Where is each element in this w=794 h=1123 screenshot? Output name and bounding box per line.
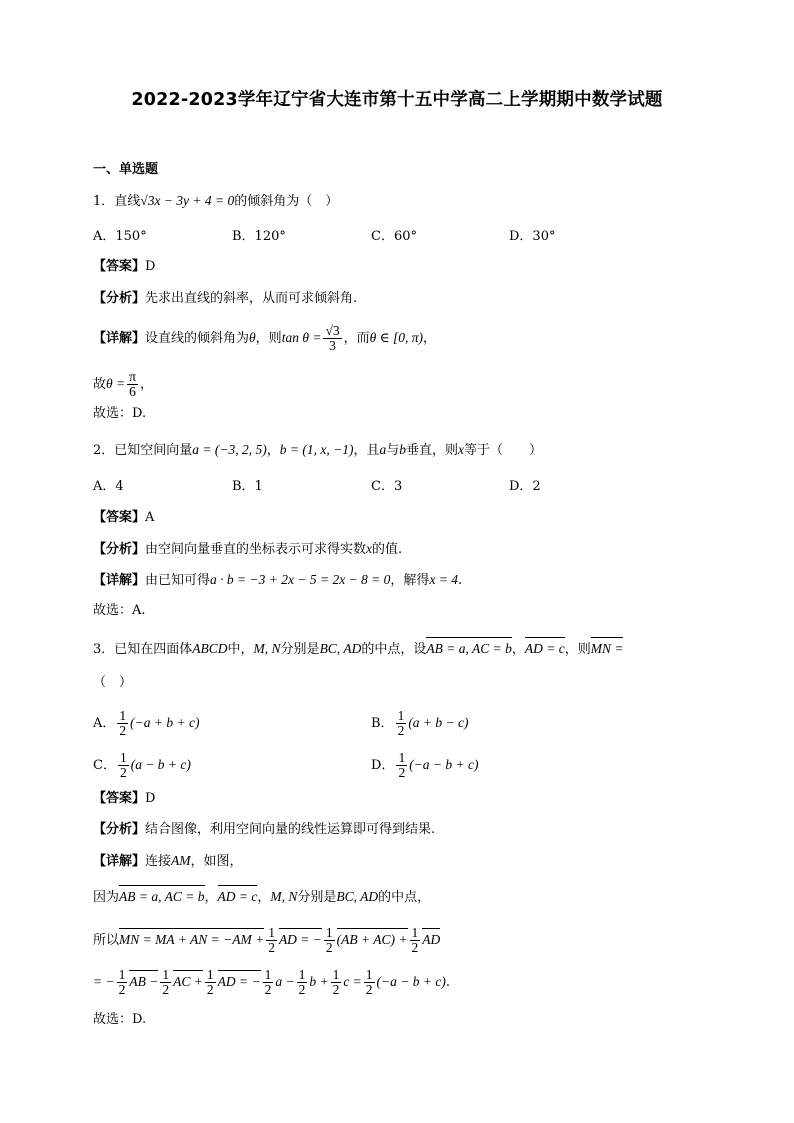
fraction: $\frac{1}{2}$ xyxy=(264,967,272,997)
section-heading: 一、单选题 xyxy=(93,162,159,177)
q3-answer: 【答案】D xyxy=(93,791,156,806)
q1-option-c: C．60° xyxy=(371,229,417,244)
fraction: $\frac{√3}{3}$ xyxy=(325,323,340,353)
q1-option-b: B．120° xyxy=(232,229,286,244)
q1-conclusion: 故θ = $\frac{\pi}{6}$ ， xyxy=(93,369,153,399)
q1-answer: 【答案】D xyxy=(93,259,156,274)
fraction: $\frac{1}{2}$ xyxy=(398,750,406,780)
q3-derivation-2: = − $\frac{1}{2}$ AB − $\frac{1}{2}$ AC + $\frac{1}{2}$ AD = − $\frac{1}{2}$ a − $\frac{1}{2}$ b + $\frac{1}{2}$ c = $\frac{1}{2}$ (−a − b + c). xyxy=(93,967,451,997)
fraction: $\frac{1}{2}$ xyxy=(397,708,405,738)
q1-choice: 故选：D. xyxy=(93,406,147,421)
question-2-stem: 2．已知空间向量a = (−3, 2, 5)，b = (1, x, −1)，且a与b垂直，则x等于（ ） xyxy=(93,442,543,458)
q2-option-b: B．1 xyxy=(232,479,263,494)
q3-option-b: B． $\frac{1}{2}$ (a + b − c) xyxy=(371,708,469,738)
q2-choice: 故选：A. xyxy=(93,603,146,618)
fraction: $\frac{1}{2}$ xyxy=(119,708,127,738)
q1-option-d: D．30° xyxy=(509,229,556,244)
fraction: $\frac{1}{2}$ xyxy=(206,967,214,997)
q2-analysis: 【分析】由空间向量垂直的坐标表示可求得实数x的值. xyxy=(93,541,403,557)
fraction: $\frac{1}{2}$ xyxy=(365,967,373,997)
q3-derivation-1: 所以MN = MA + AN = −AM + $\frac{1}{2}$ AD = − $\frac{1}{2}$ (AB + AC) + $\frac{1}{2}$ AD xyxy=(93,925,441,955)
q2-detail: 【详解】由已知可得a · b = −3 + 2x − 5 = 2x − 8 = 0，解得x = 4. xyxy=(93,572,463,588)
fraction: $\frac{1}{2}$ xyxy=(325,925,333,955)
question-3-stem: 3．已知在四面体ABCD中，M, N分别是BC, AD的中点，设AB = a, AC = b，AD = c，则MN = xyxy=(93,641,624,657)
q3-paren: （ ） xyxy=(93,675,133,690)
q3-option-d: D． $\frac{1}{2}$ (−a − b + c) xyxy=(371,750,479,780)
q3-choice: 故选：D. xyxy=(93,1012,147,1027)
q3-analysis: 【分析】结合图像，利用空间向量的线性运算即可得到结果. xyxy=(93,822,436,837)
fraction: $\frac{1}{2}$ xyxy=(162,967,170,997)
q1-detail: 【详解】设直线的倾斜角为θ，则tan θ = $\frac{√3}{3}$ ，而θ ∈ [0, π)， xyxy=(93,323,437,353)
fraction: $\frac{1}{2}$ xyxy=(118,967,126,997)
q2-option-a: A．4 xyxy=(93,479,124,494)
q3-option-c: C． $\frac{1}{2}$ (a − b + c) xyxy=(93,750,191,780)
q2-answer: 【答案】A xyxy=(93,510,155,525)
q1-option-a: A．150° xyxy=(93,229,147,244)
question-1-stem: 1．直线√3x − 3y + 4 = 0的倾斜角为（ ） xyxy=(93,193,339,209)
fraction: $\frac{1}{2}$ xyxy=(411,925,419,955)
fraction: $\frac{1}{2}$ xyxy=(332,967,340,997)
q3-detail: 【详解】连接AM，如图， xyxy=(93,853,243,869)
q1-analysis: 【分析】先求出直线的斜率，从而可求倾斜角. xyxy=(93,291,358,306)
q3-because: 因为AB = a, AC = b，AD = c，M, N分别是BC, AD的中点， xyxy=(93,889,431,905)
fraction: $\frac{1}{2}$ xyxy=(298,967,306,997)
fraction: $\frac{1}{2}$ xyxy=(268,925,275,955)
fraction: $\frac{\pi}{6}$ xyxy=(129,369,136,399)
q3-option-a: A． $\frac{1}{2}$ (−a + b + c) xyxy=(93,708,200,738)
page-title: 2022-2023学年辽宁省大连市第十五中学高二上学期期中数学试题 xyxy=(131,90,663,110)
fraction: $\frac{1}{2}$ xyxy=(119,750,127,780)
q2-option-c: C．3 xyxy=(371,479,403,494)
q2-option-d: D．2 xyxy=(509,479,541,494)
q1-equation: √3x − 3y + 4 = 0 xyxy=(140,193,235,208)
